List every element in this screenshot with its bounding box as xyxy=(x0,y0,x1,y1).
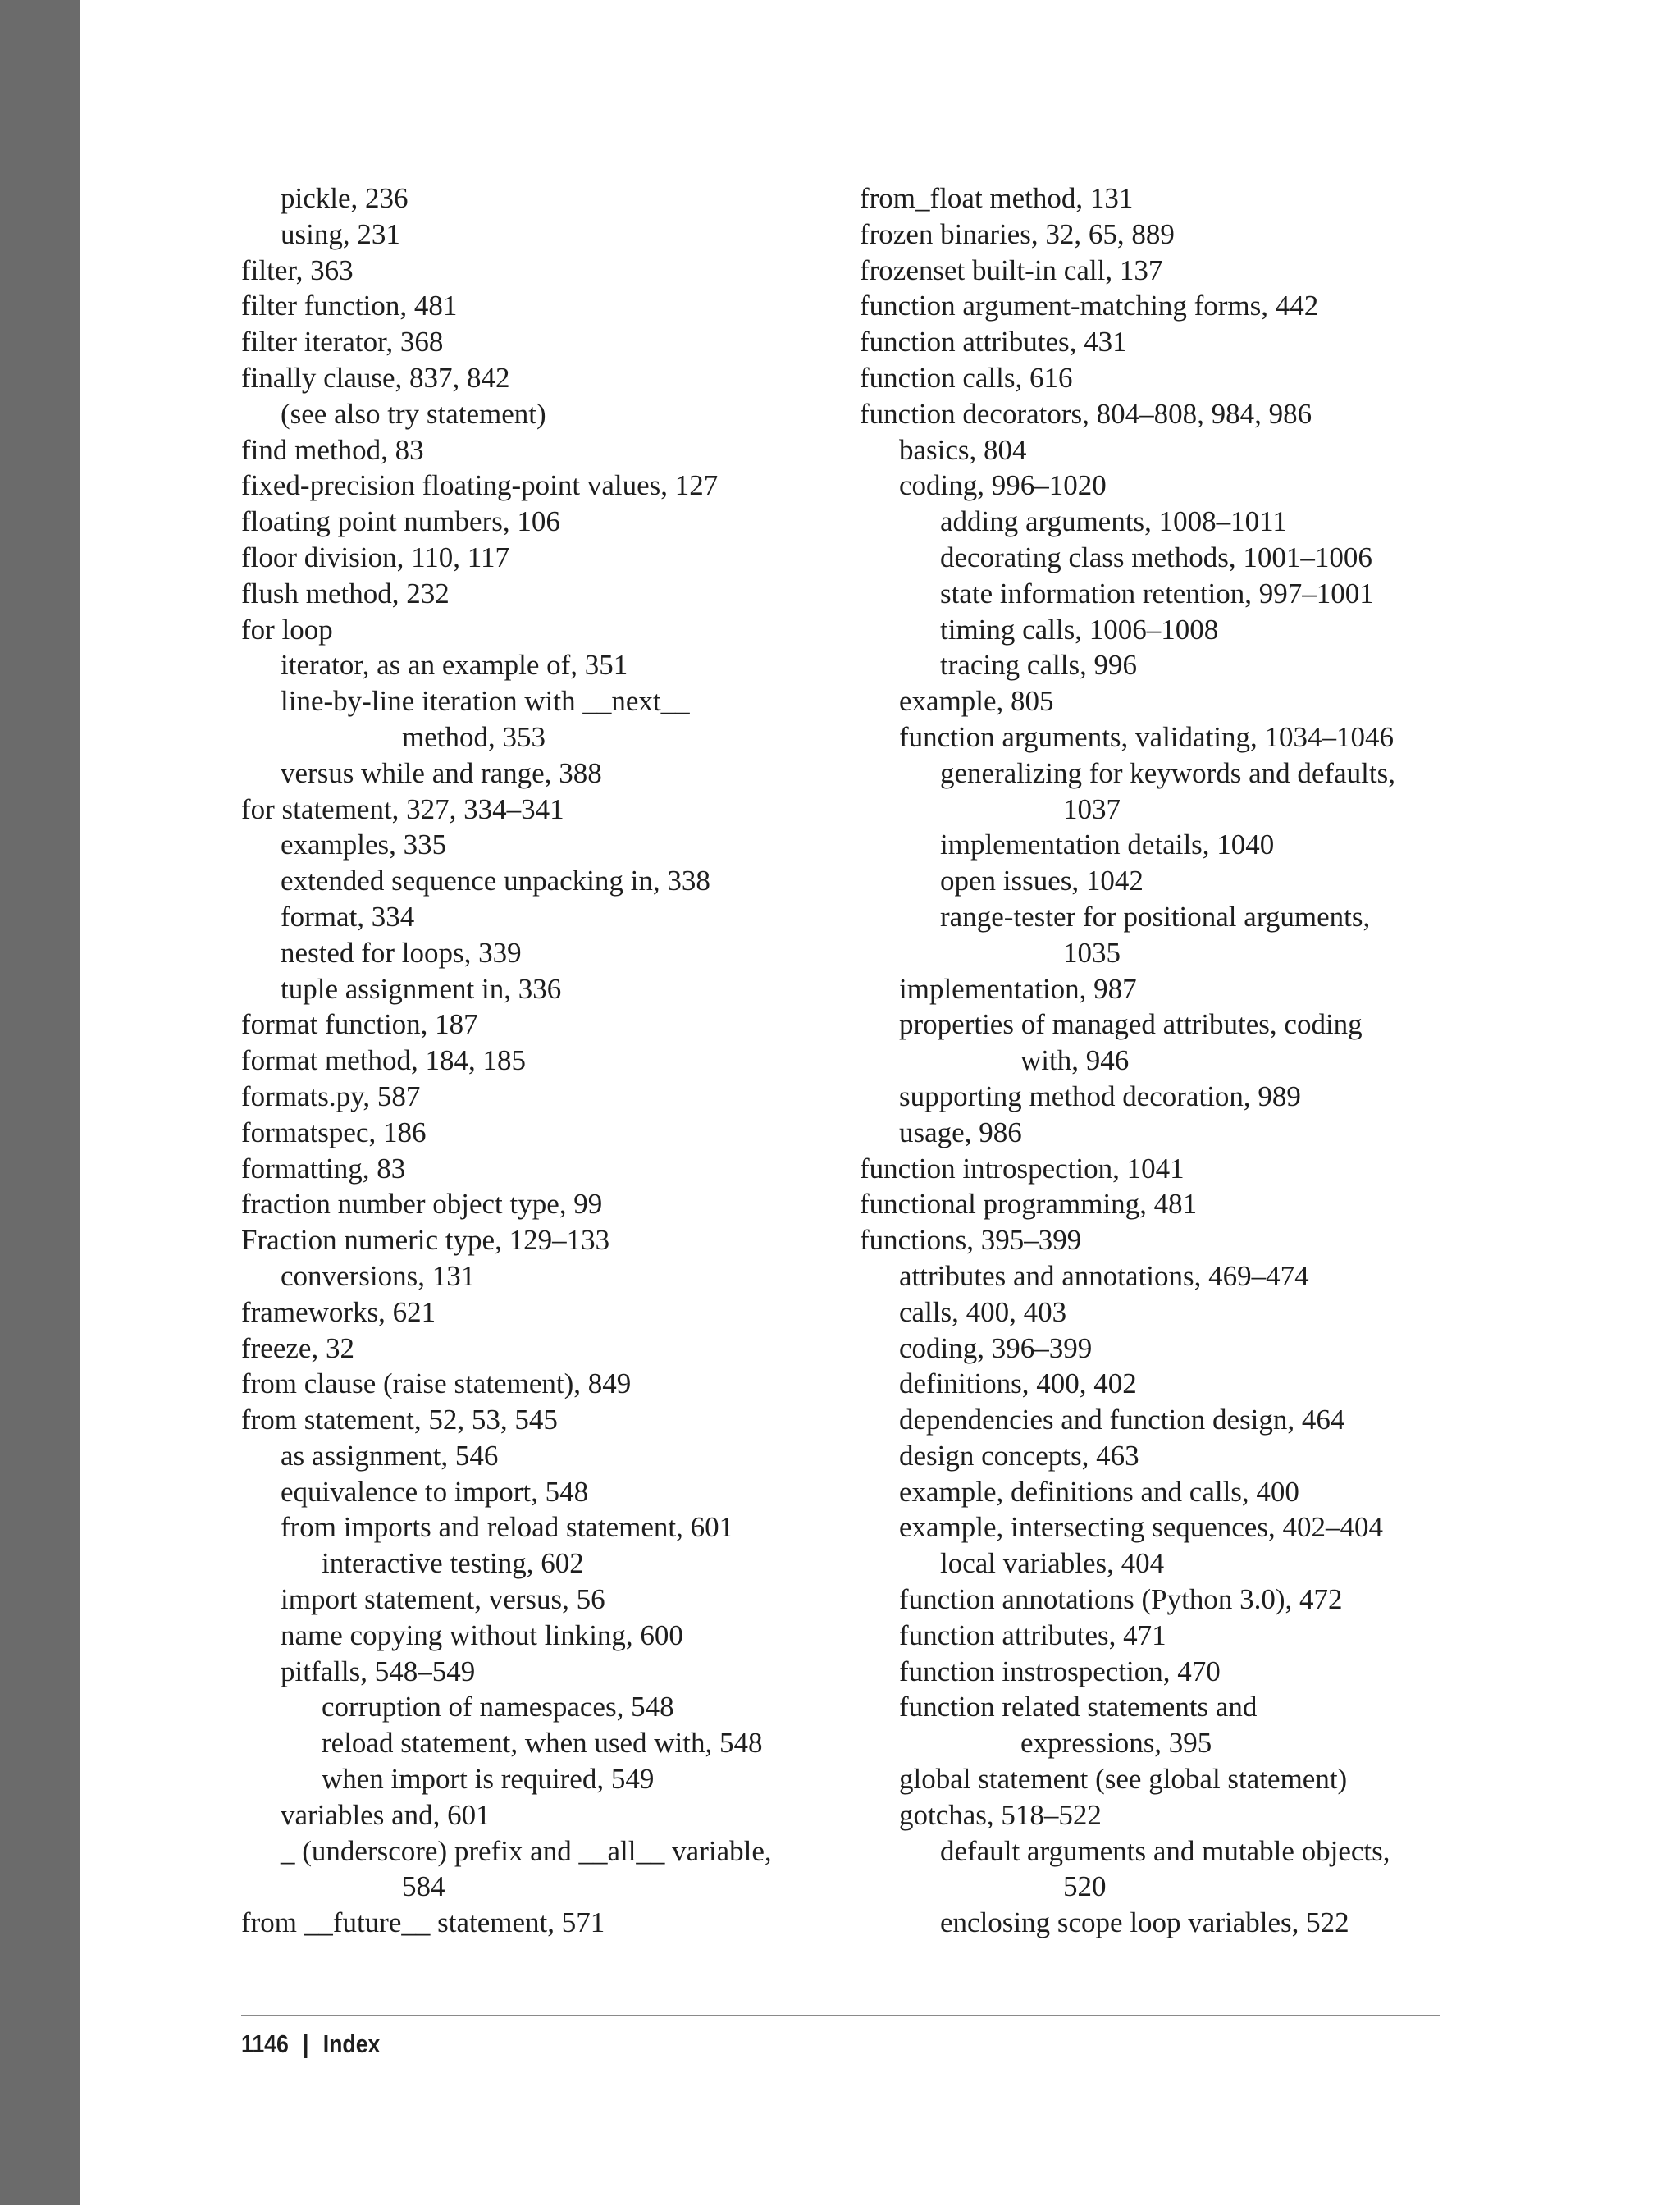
index-entry-text: format method, 184, 185 xyxy=(241,1044,527,1077)
index-entry xyxy=(241,1725,832,1761)
index-entry-text: function attributes, 431 xyxy=(860,326,1127,358)
index-entry-text: frameworks, 621 xyxy=(241,1295,436,1328)
index-entry xyxy=(241,217,832,253)
index-entry xyxy=(241,827,832,863)
index-entry xyxy=(241,1402,832,1438)
index-entry-text: examples, 335 xyxy=(281,829,447,861)
index-entry xyxy=(241,1007,832,1043)
section-name: Index xyxy=(322,2029,381,2058)
index-entry xyxy=(860,971,1450,1007)
index-entry xyxy=(241,253,832,289)
index-entry xyxy=(241,1797,832,1833)
index-entry xyxy=(241,935,832,971)
index-entry-text: implementation details, 1040 xyxy=(940,829,1275,861)
index-entry-text: pitfalls, 548–549 xyxy=(281,1655,476,1687)
index-entry-text: conversions, 131 xyxy=(281,1259,476,1292)
index-entry xyxy=(860,1079,1450,1115)
page-footer xyxy=(241,2029,380,2059)
index-entry xyxy=(241,396,832,432)
index-entry-text: generalizing for keywords and defaults, xyxy=(940,756,1395,789)
index-entry xyxy=(860,504,1450,540)
index-entry xyxy=(860,432,1450,468)
index-entry xyxy=(860,1797,1450,1833)
index-entry-text: for loop xyxy=(241,613,333,646)
index-column-left xyxy=(241,180,832,1941)
index-entry xyxy=(860,288,1450,324)
index-entry-text: corruption of namespaces, 548 xyxy=(322,1691,674,1723)
index-entry-text: from_float method, 131 xyxy=(860,182,1134,214)
index-entry-text: for statement, 327, 334–341 xyxy=(241,792,564,825)
index-entry-text: from clause (raise statement), 849 xyxy=(241,1367,632,1400)
index-entry-text: format, 334 xyxy=(281,900,415,933)
index-entry-text: floor division, 110, 117 xyxy=(241,541,509,573)
index-entry-text: line-by-line iteration with __next__ xyxy=(281,685,690,718)
index-entry-text: frozenset built-in call, 137 xyxy=(860,253,1163,286)
index-entry xyxy=(860,1151,1450,1187)
index-entry-text: function annotations (Python 3.0), 472 xyxy=(899,1583,1343,1616)
index-entry xyxy=(241,180,832,217)
index-entry-text: timing calls, 1006–1008 xyxy=(940,613,1219,646)
index-entry xyxy=(860,1905,1450,1941)
index-entry-text: variables and, 601 xyxy=(281,1798,491,1831)
index-entry-text: from imports and reload statement, 601 xyxy=(281,1511,734,1544)
index-entry xyxy=(860,576,1450,612)
index-entry-text: coding, 996–1020 xyxy=(899,469,1107,502)
index-entry xyxy=(860,647,1450,683)
index-entry-text: versus while and range, 388 xyxy=(281,756,602,789)
index-entry-text: nested for loops, 339 xyxy=(281,936,522,969)
index-entry xyxy=(241,1582,832,1618)
index-entry-text: function attributes, 471 xyxy=(899,1618,1166,1651)
index-entry xyxy=(241,288,832,324)
index-entry xyxy=(860,1833,1450,1906)
index-entry-text: freeze, 32 xyxy=(241,1331,354,1364)
index-entry xyxy=(241,1833,832,1906)
index-entry xyxy=(860,1222,1450,1258)
footer-separator: | xyxy=(303,2029,309,2058)
index-entry xyxy=(860,180,1450,217)
index-entry xyxy=(241,1689,832,1725)
index-entry-text: filter iterator, 368 xyxy=(241,326,444,358)
index-entry xyxy=(860,612,1450,648)
index-entry-continuation: 1037 xyxy=(1063,792,1121,825)
index-entry xyxy=(860,1258,1450,1294)
index-entry-text: filter function, 481 xyxy=(241,290,458,322)
index-entry xyxy=(241,1438,832,1474)
index-entry xyxy=(860,1509,1450,1545)
index-entry xyxy=(241,504,832,540)
index-entry-text: _ (underscore) prefix and __all__ variable, xyxy=(281,1834,772,1867)
page-number: 1146 xyxy=(241,2029,289,2058)
index-entry xyxy=(241,612,832,648)
index-entry xyxy=(860,540,1450,576)
index-entry xyxy=(860,1186,1450,1222)
index-entry-text: adding arguments, 1008–1011 xyxy=(940,505,1287,538)
index-entry-text: floating point numbers, 106 xyxy=(241,505,560,538)
index-entry-text: find method, 83 xyxy=(241,433,424,466)
index-entry xyxy=(241,1079,832,1115)
index-entry-continuation: 584 xyxy=(402,1870,445,1903)
index-entry xyxy=(241,1905,832,1941)
index-entry-text: basics, 804 xyxy=(899,433,1027,466)
index-entry xyxy=(241,683,832,756)
index-entry xyxy=(860,1331,1450,1367)
index-entry-text: functions, 395–399 xyxy=(860,1224,1082,1257)
index-entry xyxy=(241,647,832,683)
index-entry xyxy=(860,468,1450,504)
index-entry-text: as assignment, 546 xyxy=(281,1439,499,1472)
index-entry xyxy=(860,1402,1450,1438)
index-entry-text: design concepts, 463 xyxy=(899,1439,1139,1472)
index-entry-text: filter, 363 xyxy=(241,253,354,286)
index-entry xyxy=(241,863,832,899)
index-entry xyxy=(860,827,1450,863)
index-entry-text: calls, 400, 403 xyxy=(899,1295,1067,1328)
index-entry xyxy=(241,1474,832,1510)
index-entry xyxy=(860,360,1450,396)
index-entry xyxy=(241,576,832,612)
index-entry xyxy=(241,360,832,396)
index-entry-text: formats.py, 587 xyxy=(241,1080,421,1112)
index-entry-text: example, intersecting sequences, 402–404 xyxy=(899,1511,1383,1544)
index-entry-text: local variables, 404 xyxy=(940,1547,1165,1580)
index-entry xyxy=(241,1294,832,1331)
index-entry-text: format function, 187 xyxy=(241,1008,478,1041)
index-entry xyxy=(860,683,1450,719)
index-entry-text: pickle, 236 xyxy=(281,182,409,214)
index-entry-continuation: 1035 xyxy=(1063,936,1121,969)
index-entry-text: open issues, 1042 xyxy=(940,865,1144,897)
index-entry-text: coding, 396–399 xyxy=(899,1331,1093,1364)
index-entry-text: tracing calls, 996 xyxy=(940,649,1138,682)
index-column-right xyxy=(860,180,1450,1941)
index-entry-text: (see also try statement) xyxy=(281,397,546,430)
index-entry-text: function arguments, validating, 1034–1046 xyxy=(899,720,1395,753)
index-entry-text: fraction number object type, 99 xyxy=(241,1188,603,1221)
index-entry-text: example, 805 xyxy=(899,685,1054,718)
page-edge-band xyxy=(0,0,80,2205)
index-entry xyxy=(860,899,1450,971)
index-entry xyxy=(860,1438,1450,1474)
index-entry xyxy=(860,253,1450,289)
index-entry xyxy=(860,396,1450,432)
index-entry-text: global statement (see global statement) xyxy=(899,1763,1348,1796)
index-entry-text: formatspec, 186 xyxy=(241,1116,427,1148)
index-entry-text: supporting method decoration, 989 xyxy=(899,1080,1301,1112)
index-entry-text: properties of managed attributes, coding xyxy=(899,1008,1363,1041)
index-entry-text: using, 231 xyxy=(281,217,400,250)
index-entry-text: extended sequence unpacking in, 338 xyxy=(281,865,710,897)
index-entry xyxy=(241,1151,832,1187)
index-entry-text: Fraction numeric type, 129–133 xyxy=(241,1224,610,1257)
index-entry xyxy=(241,971,832,1007)
index-entry-text: definitions, 400, 402 xyxy=(899,1367,1137,1400)
index-entry xyxy=(860,1582,1450,1618)
index-entry-text: when import is required, 549 xyxy=(322,1763,655,1796)
index-entry-text: fixed-precision floating-point values, 127 xyxy=(241,469,719,502)
index-entry xyxy=(241,792,832,828)
index-entry xyxy=(241,540,832,576)
index-entry-text: decorating class methods, 1001–1006 xyxy=(940,541,1372,573)
index-entry xyxy=(860,1654,1450,1690)
index-entry xyxy=(241,1043,832,1079)
index-entry-text: finally clause, 837, 842 xyxy=(241,361,510,394)
index-entry xyxy=(241,1618,832,1654)
index-entry xyxy=(860,1474,1450,1510)
index-entry xyxy=(860,756,1450,828)
index-entry xyxy=(241,1115,832,1151)
index-entry-text: flush method, 232 xyxy=(241,577,450,609)
index-entry-text: example, definitions and calls, 400 xyxy=(899,1475,1299,1508)
index-entry-continuation: method, 353 xyxy=(402,720,546,753)
index-entry-text: equivalence to import, 548 xyxy=(281,1475,589,1508)
index-entry xyxy=(241,1509,832,1545)
index-entry-text: from statement, 52, 53, 545 xyxy=(241,1404,558,1436)
index-entry-text: range-tester for positional arguments, xyxy=(940,900,1371,933)
index-entry xyxy=(241,1186,832,1222)
index-entry-text: dependencies and function design, 464 xyxy=(899,1404,1345,1436)
index-entry xyxy=(860,1545,1450,1582)
index-entry-text: function calls, 616 xyxy=(860,361,1073,394)
index-entry-text: attributes and annotations, 469–474 xyxy=(899,1259,1309,1292)
index-entry-text: gotchas, 518–522 xyxy=(899,1798,1102,1831)
index-entry xyxy=(241,1222,832,1258)
index-entry xyxy=(241,1258,832,1294)
index-entry xyxy=(241,756,832,792)
index-entry-text: default arguments and mutable objects, xyxy=(940,1834,1390,1867)
index-entry xyxy=(860,719,1450,756)
index-entry xyxy=(860,217,1450,253)
index-entry-text: function related statements and xyxy=(899,1691,1258,1723)
index-entry xyxy=(860,1689,1450,1761)
index-entry-text: reload statement, when used with, 548 xyxy=(322,1727,763,1760)
index-entry-text: tuple assignment in, 336 xyxy=(281,972,562,1005)
index-entry-continuation: 520 xyxy=(1063,1870,1107,1903)
index-entry-text: function argument-matching forms, 442 xyxy=(860,290,1319,322)
index-entry-text: functional programming, 481 xyxy=(860,1188,1198,1221)
index-entry xyxy=(860,1294,1450,1331)
index-entry-text: name copying without linking, 600 xyxy=(281,1618,683,1651)
index-entry xyxy=(241,899,832,935)
index-entry xyxy=(241,324,832,360)
index-entry-text: import statement, versus, 56 xyxy=(281,1583,605,1616)
footer-rule xyxy=(241,2015,1440,2016)
index-entry xyxy=(860,1366,1450,1402)
index-entry xyxy=(860,1007,1450,1079)
index-entry-text: usage, 986 xyxy=(899,1116,1022,1148)
index-entry-text: implementation, 987 xyxy=(899,972,1137,1005)
index-entry-text: state information retention, 997–1001 xyxy=(940,577,1374,609)
index-entry xyxy=(860,1115,1450,1151)
index-entry-text: formatting, 83 xyxy=(241,1152,406,1185)
index-entry-text: from __future__ statement, 571 xyxy=(241,1906,605,1939)
index-entry xyxy=(241,1654,832,1690)
index-entry-continuation: expressions, 395 xyxy=(1020,1727,1212,1760)
index-entry-text: iterator, as an example of, 351 xyxy=(281,649,628,682)
index-entry xyxy=(241,1366,832,1402)
index-entry xyxy=(860,1618,1450,1654)
index-entry xyxy=(241,1331,832,1367)
index-entry xyxy=(241,432,832,468)
index-entry xyxy=(241,1761,832,1797)
index-entry xyxy=(860,863,1450,899)
index-entry xyxy=(860,1761,1450,1797)
index-entry-text: function decorators, 804–808, 984, 986 xyxy=(860,397,1312,430)
index-entry-text: frozen binaries, 32, 65, 889 xyxy=(860,217,1175,250)
index-entry-continuation: with, 946 xyxy=(1020,1044,1130,1077)
index-entry xyxy=(860,324,1450,360)
index-entry-text: function instrospection, 470 xyxy=(899,1655,1221,1687)
index-entry-text: function introspection, 1041 xyxy=(860,1152,1185,1185)
index-entry-text: enclosing scope loop variables, 522 xyxy=(940,1906,1349,1939)
index-entry xyxy=(241,1545,832,1582)
index-entry xyxy=(241,468,832,504)
index-entry-text: interactive testing, 602 xyxy=(322,1547,584,1580)
